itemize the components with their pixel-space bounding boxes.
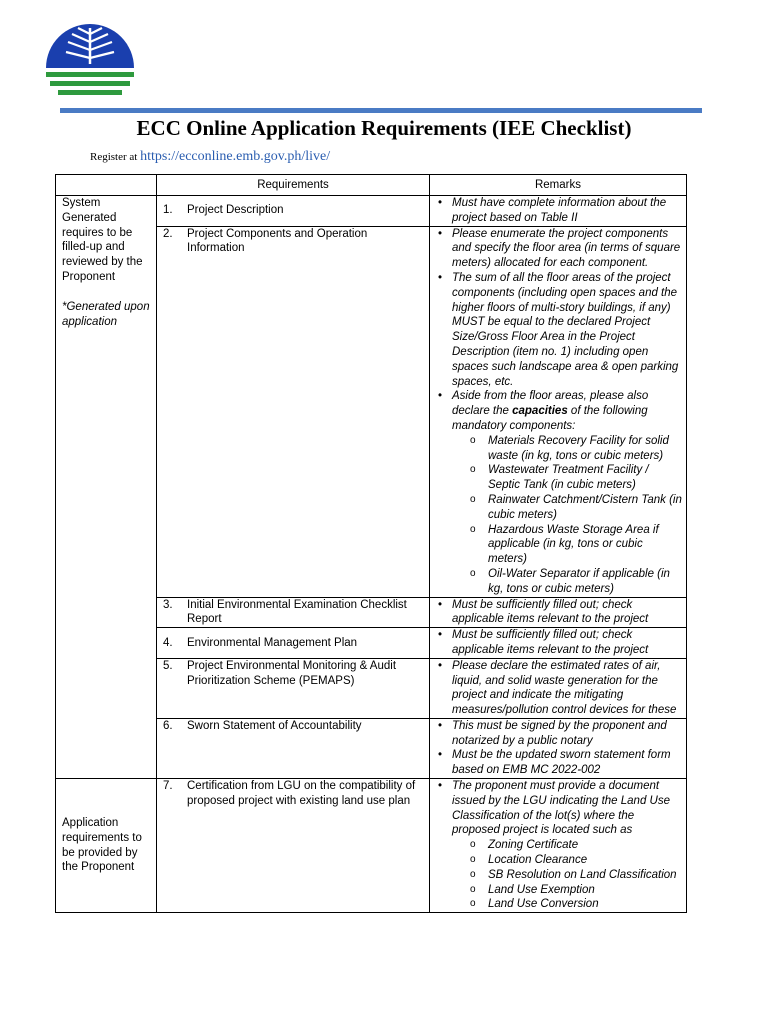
header-group-cell (56, 175, 157, 196)
remark-item: • Please declare the estimated rates of air, liquid, and solid waste generation for the project and indicate the mitigating measures/pollution control devices for these (452, 659, 682, 718)
req-text: Initial Environmental Examination Checklist Report (187, 598, 407, 626)
sub-item: o Rainwater Catchment/Cistern Tank (in cubic meters) (488, 493, 682, 523)
table-row (56, 779, 687, 913)
remark-item: • Must have complete information about the project based on Table II (452, 196, 682, 226)
req-text: Project Environmental Monitoring & Audit Prioritization Scheme (PEMAPS) (187, 659, 397, 687)
req-num: 2. (163, 227, 173, 240)
req-text: Sworn Statement of Accountability (187, 719, 362, 732)
remark-item: • Please enumerate the project components and specify the floor area (in terms of square meters) allocated for each component. (452, 227, 682, 271)
req-num: 5. (163, 659, 173, 672)
remark-item: • This must be signed by the proponent and notarized by a public notary (452, 719, 682, 749)
req-text: Project Description (187, 204, 284, 217)
sub-item: o Hazardous Waste Storage Area if applicable (in kg, tons or cubic meters) (488, 523, 682, 567)
requirements-table (55, 174, 687, 913)
register-link[interactable]: https://ecconline.emb.gov.ph/live/ (140, 149, 331, 164)
req-num: 4. (163, 636, 173, 649)
req-text: Project Components and Operation Information (187, 227, 368, 255)
req-num: 3. (163, 598, 173, 611)
group-label: Application requirements to be provided by the Proponent (62, 817, 142, 874)
group-proponent (56, 779, 157, 913)
sub-item: o Land Use Exemption (488, 883, 682, 898)
remark-text: The proponent must provide a document issued by the LGU indicating the Land Use Classification of the lot(s) where the proposed project is located such as (452, 780, 670, 837)
remark-item: • Must be the updated sworn statement form based on EMB MC 2022-002 (452, 748, 682, 778)
req-num: 1. (163, 204, 173, 217)
sub-item: o Oil-Water Separator if applicable (in kg, tons or cubic meters) (488, 567, 682, 597)
sub-item: o Wastewater Treatment Facility / Septic Tank (in cubic meters) (488, 463, 682, 493)
header-remarks: Remarks (430, 175, 687, 196)
group-label: System Generated requires to be filled-up and reviewed by the Proponent (62, 197, 143, 283)
req-text: Environmental Management Plan (187, 636, 358, 649)
logo-icon (44, 20, 136, 100)
remark-item: • The sum of all the floor areas of the project components (including open spaces and the higher floors of multi-story buildings, if any) MUST be equal to the declared Project Size/Gross Floor Area in the Project Description (item no. 1) including open spaces such landscape area & open parking spaces, etc. (452, 271, 682, 389)
register-line (90, 149, 330, 165)
table-header-row (56, 175, 687, 196)
register-label: Register at (90, 151, 138, 163)
header-rule (60, 108, 702, 113)
table-row (56, 196, 687, 227)
sub-item: o Location Clearance (488, 853, 682, 868)
remark-item (452, 779, 682, 912)
sub-item: o Zoning Certificate (488, 838, 682, 853)
remark-item-capacities (452, 389, 682, 596)
sub-item: o Materials Recovery Facility for solid waste (in kg, tons or cubic meters) (488, 434, 682, 464)
capacities-post: of the following mandatory components: (452, 405, 648, 432)
sub-item: o SB Resolution on Land Classification (488, 868, 682, 883)
remark-item: • Must be sufficiently filled out; check applicable items relevant to the project (452, 598, 682, 628)
page-title: ECC Online Application Requirements (IEE Checklist) (136, 116, 632, 140)
capacities-bold: capacities (512, 405, 568, 418)
group-system-generated (56, 196, 157, 779)
capacities-pre: Aside from the floor areas, please also declare the (452, 390, 649, 418)
group-note: *Generated upon application (62, 300, 150, 328)
header-requirements: Requirements (157, 175, 430, 196)
req-num: 7. (163, 780, 173, 793)
sub-item: o Land Use Conversion (488, 897, 682, 912)
req-text: Certification from LGU on the compatibility of proposed project with existing land use plan (187, 780, 416, 807)
remark-item: • Must be sufficiently filled out; check applicable items relevant to the project (452, 628, 682, 658)
req-num: 6. (163, 719, 173, 732)
